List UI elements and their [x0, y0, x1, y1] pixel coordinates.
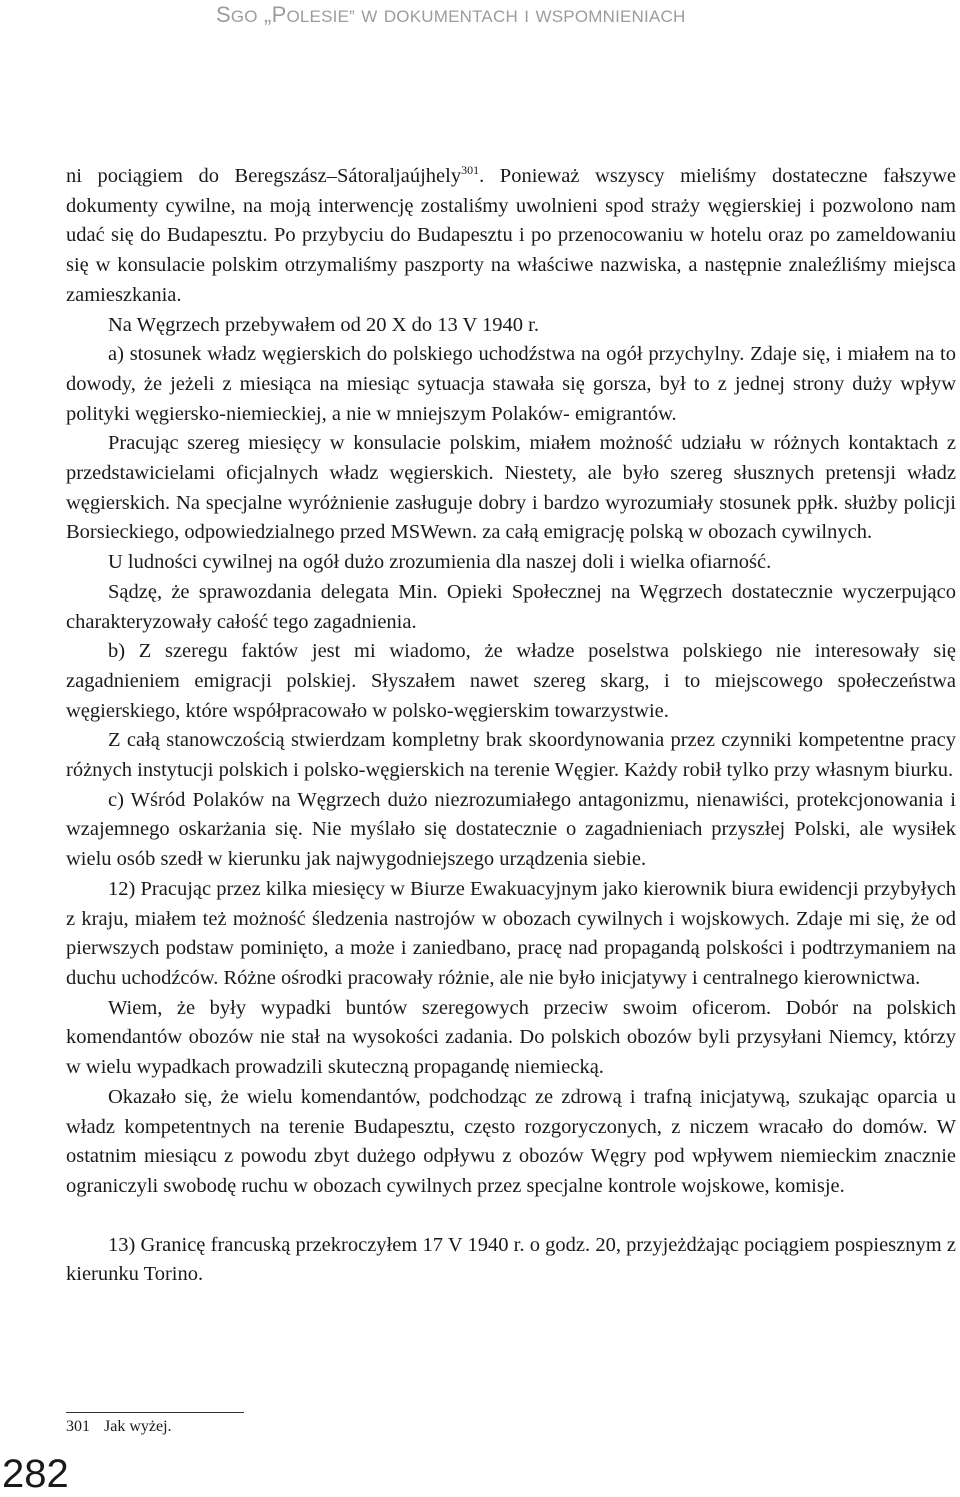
footnote-divider — [66, 1412, 244, 1413]
paragraph: Sądzę, że sprawozdania delegata Min. Opieki Społecznej na Węgrzech dostatecznie wyczerpująco charakteryzowały całość tego zagadnienia. — [66, 580, 956, 633]
paragraph — [66, 162, 956, 311]
paragraph: Z całą stanowczością stwierdzam kompletny brak skoordynowania przez czynniki kompetentne pracy różnych instytucji polskich i polsko-węgierskich na terenie Węgier. Każdy robił tylko przy własnym biurku. — [66, 729, 956, 782]
body-text — [66, 162, 956, 1290]
page-number: 282 — [2, 1452, 69, 1496]
paragraph: c) Wśród Polaków na Węgrzech dużo niezrozumiałego antagonizmu, nienawiści, protekcjonowania i wzajemnego oskarżania się. Nie myślało się dostatecznie o zagadnieniach przyszłej Polski, ale wysiłek wielu osób szedł w kierunku jak najwygodniejszego urządzenia siebie. — [66, 788, 956, 871]
paragraph: Na Węgrzech przebywałem od 20 X do 13 V 1940 r. — [108, 313, 539, 336]
paragraph-text: . Ponieważ wszyscy mieliśmy dostateczne fałszywe dokumenty cywilne, na moją interwencję zostaliśmy uwolnieni spod straży węgierskiej i pozwolono nam udać się do Budapesztu. Po przybyciu do Budapesztu i po przenocowaniu w hotelu oraz po zameldowaniu się w konsulacie polskim otrzymaliśmy paszporty na właściwe nazwiska, a następnie znaleźliśmy miejsca zamieszkania. — [66, 165, 956, 306]
running-header: SGO „POLESIE” W DOKUMENTACH I WSPOMNIENIACH — [216, 2, 686, 27]
footnote — [66, 1418, 172, 1436]
paragraph: Okazało się, że wielu komendantów, podchodząc ze zdrową i trafną inicjatywą, szukając oparcia u władz kompetentnych na terenie Budapesztu, często rozgoryczonych, z niczem wracało do domów. W ostatnim miesiącu z powodu zbyt dużego odpływu z obozów Węgry pod wpływem niemieckim znacznie ograniczyli swobodę ruchu w obozach cywilnych przez specjalne kontrole wojskowe, komisje. — [66, 1085, 956, 1197]
paragraph: b) Z szeregu faktów jest mi wiadomo, że władze poselstwa polskiego nie interesowały się zagadnieniem emigracji polskiej. Słyszałem nawet szereg skarg, i to miejscowego społeczeństwa węgierskiego, które współpracowało w polsko-węgierskim towarzystwie. — [66, 640, 956, 722]
paragraph: 12) Pracując przez kilka miesięcy w Biurze Ewakuacyjnym jako kierownik biura ewidencji przybyłych z kraju, miałem też możność śledzenia nastrojów w obozach cywilnych i wojskowych. Zdaje mi się, że od pierwszych podstaw pominięto, a może i zaniedbano, pracę nad propagandą polskości i podtrzymaniem na duchu uchodźców. Różne ośrodki pracowały różnie, ale nie było inicjatywy i centralnego kierownictwa. — [66, 877, 956, 989]
paragraph: Wiem, że były wypadki buntów szeregowych przeciw swoim oficerom. Dobór na polskich komendantów obozów nie stał na wysokości zadania. Do polskich obozów byli przysyłani Niemcy, którzy w wielu wypadkach prowadzili skuteczną propagandę niemiecką. — [66, 996, 956, 1079]
paragraph-text: ni pociągiem do Beregszász–Sátoraljaújhely — [66, 165, 462, 187]
paragraph: Pracując szereg miesięcy w konsulacie polskim, miałem możność udziału w różnych kontaktach z przedstawicielami oficjalnych władz węgierskich. Niestety, ale było szereg słusznych pretensji władz węgierskich. Na specjalne wyróżnienie zasługuje dobry i bardzo wyrozumiały stosunek ppłk. służby policji Borsieckiego, odpowiedzialnego przed MSWewn. za całą emigrację polską w obozach cywilnych. — [66, 432, 956, 544]
footnote-reference[interactable]: 301 — [461, 163, 480, 178]
footnote-text: Jak wyżej. — [104, 1418, 172, 1435]
paragraph: U ludności cywilnej na ogół dużo zrozumienia dla naszej doli i wielka ofiarność. — [108, 551, 772, 574]
paragraph: 13) Granicę francuską przekroczyłem 17 V 1940 r. o godz. 20, przyjeżdżając pociągiem pospiesznym z kierunku Torino. — [66, 1233, 956, 1286]
paragraph: a) stosunek władz węgierskich do polskiego uchodźstwa na ogół przychylny. Zdaje się, i miałem na to dowody, że jeżeli z miesiąca na miesiąc sytuacja stawała się gorsza, był to z jednej strony duży wpływ polityki węgiersko-niemieckiej, a nie w mniejszym Polaków- emigrantów. — [66, 343, 956, 425]
footnote-number: 301 — [66, 1418, 90, 1435]
